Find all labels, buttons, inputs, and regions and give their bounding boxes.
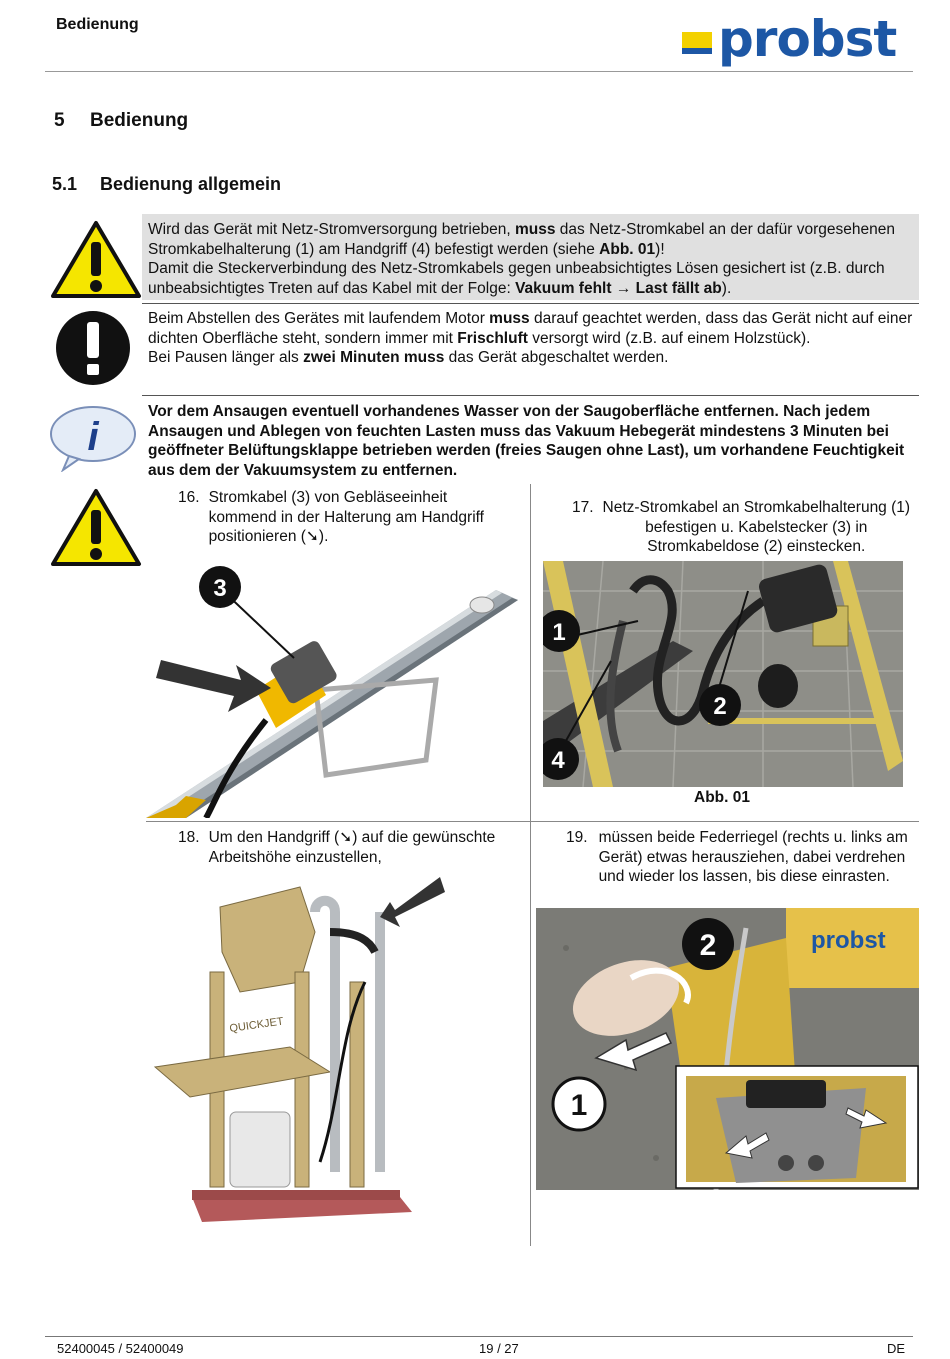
- handle-cable-photo: [146, 560, 528, 818]
- callout-4: 4: [551, 747, 565, 774]
- section-title: Bedienung: [90, 110, 189, 131]
- power-supply-warning: Wird das Gerät mit Netz-Stromversorgung betrieben, muss das Netz-Stromkabel an der dafür vorgesehenen Stromkabelhalterung (1) am Handgriff (4) befestigt werden (siehe Abb. 01)! Damit die Steckerverbindung des Netz-Stromkabels gegen unbeabsichtigtes Lösen gesichert ist (z.B. durch unbeabsichtigtes Treten auf das Kabel mit der Folge: Vakuum fehlt → Last fällt ab).: [142, 214, 919, 300]
- footer-doc-number: 52400045 / 52400049: [57, 1341, 184, 1356]
- cable-holder-photo: [543, 561, 903, 787]
- footer-divider: [45, 1336, 913, 1337]
- row-divider: [146, 821, 919, 822]
- footer-language: DE: [887, 1341, 906, 1356]
- step-16: 16. Stromkabel (3) von Gebläseeinheit kommend in der Halterung am Handgriff positionieren (➘).: [178, 489, 484, 545]
- probst-logo: [682, 10, 906, 68]
- callout-1: 1: [552, 619, 566, 646]
- section-heading: [54, 110, 188, 132]
- logo-text: probst: [718, 10, 897, 68]
- callout-2: 2: [713, 693, 727, 720]
- footer-page-number: 19 / 27: [479, 1341, 519, 1356]
- callout-1b: 1: [570, 1089, 588, 1122]
- figure-caption: Abb. 01: [694, 789, 750, 806]
- section-number: 5: [54, 110, 65, 131]
- subsection-number: 5.1: [52, 174, 78, 194]
- warning-triangle-icon: [50, 220, 142, 300]
- subsection-heading: [52, 174, 281, 195]
- divider: [142, 303, 919, 304]
- step-18: 18. Um den Handgriff (➘) auf die gewünschte Arbeitshöhe einzustellen,: [178, 829, 496, 866]
- header-divider: [45, 71, 913, 72]
- exclamation-icon: [55, 310, 131, 386]
- spring-bolt-photo: [536, 908, 919, 1190]
- lifting-device-illustration: [150, 872, 450, 1228]
- svg-text:i: i: [87, 415, 99, 459]
- moisture-info: Vor dem Ansaugen eventuell vorhandenes Wasser von der Saugoberfläche entfernen. Nach jedem Ansaugen und Ablegen von feuchten Lasten muss das Vakuum Hebegerät mindestens 3 Minuten bei geöffneter Belüftungsklappe betrieben werden (freies Saugen ohne Last), um vorhandene Feuchtigkeit aus dem der Vakuumsystem zu entfernen.: [148, 403, 905, 479]
- photo-logo-text: probst: [811, 927, 886, 954]
- divider: [142, 395, 919, 396]
- step-19: 19. müssen beide Federriegel (rechts u. links am Gerät) etwas herausziehen, dabei verdrehen und wieder los lassen, bis diese einrasten.: [566, 829, 908, 885]
- subsection-title: Bedienung allgemein: [100, 174, 282, 194]
- step-17: 17. Netz-Stromkabel an Stromkabelhalterung (1) befestigen u. Kabelstecker (3) in Stromkabeldose (2) einstecken.: [572, 499, 911, 555]
- callout-3: 3: [213, 575, 227, 602]
- warning-triangle-icon: [50, 488, 142, 568]
- column-divider: [530, 484, 531, 1246]
- header-title: Bedienung: [56, 16, 139, 33]
- info-icon: [49, 404, 137, 472]
- machine-label: QUICKJET: [228, 1015, 285, 1035]
- callout-2b: 2: [699, 929, 717, 962]
- ventilation-notice: Beim Abstellen des Gerätes mit laufendem Motor muss darauf geachtet werden, dass das Gerät nicht auf einer dichten Oberfläche steht, sondern immer mit Frischluft versorgt wird (z.B. auf einem Holzstück). Bei Pausen länger als zwei Minuten muss das Gerät abgeschaltet werden.: [148, 310, 913, 366]
